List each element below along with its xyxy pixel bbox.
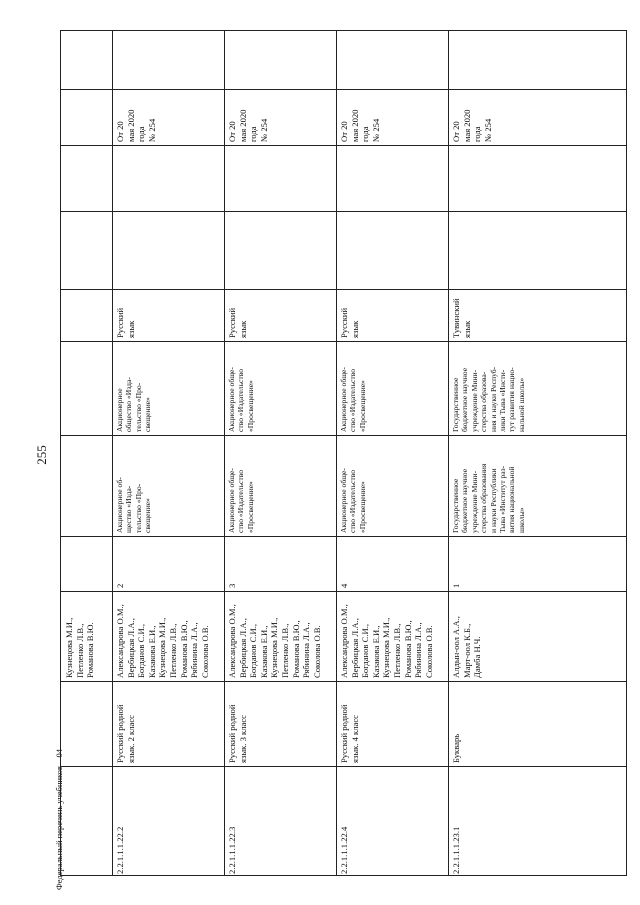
cell-order (62, 90, 111, 144)
cell-order (113, 90, 223, 144)
publisher-line: учреждение Мини- (469, 470, 479, 533)
language-line: Тувинский (451, 298, 461, 338)
publisher-line: Акционерное об- (115, 477, 124, 533)
authors-line: Петленко Л.В., (167, 623, 178, 678)
cell-language (449, 290, 627, 340)
authors-line: Соколова О.В. (423, 625, 434, 678)
authors-line: Соколова О.В. (311, 625, 322, 678)
cell-title (62, 682, 111, 765)
authors-line: Казакова Е.И., (370, 625, 381, 678)
publisher-line: вития национальной (507, 466, 517, 533)
developer-line: «Просвещение» (245, 380, 255, 432)
order-line: года (136, 126, 147, 142)
publisher-line: тельство «Про- (133, 483, 143, 533)
order-line: № 254 (258, 118, 269, 142)
cell-publisher (337, 436, 447, 535)
order-line: года (360, 126, 371, 142)
class-line: 2 (115, 583, 125, 588)
publisher-line: «Просвещение» (245, 481, 255, 533)
cell-title (225, 682, 335, 765)
page-number-wrap (32, 440, 52, 470)
developer-line: общество «Изда- (124, 377, 134, 432)
authors-line: Петленко Л.В., (391, 623, 402, 678)
authors-line: Кузнецова М.И., (269, 617, 280, 678)
cell-id (113, 767, 223, 876)
authors-line: Романова В.Ю., (290, 620, 301, 678)
cell-developer (113, 342, 223, 434)
cell-class (449, 537, 627, 590)
cell-authors (62, 592, 111, 680)
authors-line: Кузнецова М.И., (64, 617, 74, 678)
authors-line: Романова В.Ю., (402, 620, 413, 678)
page-number: 255 (34, 445, 49, 465)
title-line: Букварь (451, 733, 461, 763)
cell-class (62, 537, 111, 590)
publisher-line: «Просвещение» (357, 481, 367, 533)
id-line: 2.2.1.1.1.22.4 (339, 826, 349, 874)
authors-line: Александрова О.М., (227, 604, 237, 678)
class-line: 1 (451, 583, 461, 588)
title-line: язык. 2 класс (125, 715, 136, 763)
order-line: От 20 (227, 121, 237, 142)
cell-developer (449, 342, 627, 434)
cell-id (337, 767, 447, 876)
language-line: язык (349, 320, 360, 338)
cell-authors (449, 592, 627, 680)
publisher-line: школы» (516, 507, 526, 533)
language-line: Русский (115, 307, 125, 338)
order-line: года (472, 126, 483, 142)
authors-line: Кузнецова М.И., (157, 617, 168, 678)
authors-line: Богданов С.И., (360, 623, 371, 678)
cell-title (113, 682, 223, 765)
developer-line: учреждение Мини- (469, 369, 479, 432)
cell-authors (113, 592, 223, 680)
id-line: 2.2.1.1.1.22.2 (115, 826, 125, 874)
publisher-line: Государственное (451, 478, 460, 533)
developer-line: тут развития нацио- (507, 367, 517, 432)
order-line: мая 2020 (461, 109, 472, 142)
authors-line: Александрова О.М., (115, 604, 125, 678)
order-line: мая 2020 (237, 109, 248, 142)
field-divider (61, 145, 626, 146)
title-line: язык. 3 класс (237, 715, 248, 763)
id-line: 2.2.1.1.1.22.3 (227, 826, 237, 874)
publisher-line: ство «Издательство (348, 469, 358, 533)
authors-line: Богданов С.И., (248, 623, 259, 678)
authors-line: Казакова Е.И., (146, 625, 157, 678)
cell-developer (337, 342, 447, 434)
order-line: мая 2020 (349, 109, 360, 142)
publisher-line: Акционерное обще- (227, 468, 236, 533)
authors-line: Алдын-оол А.А., (451, 616, 461, 678)
cell-class (113, 537, 223, 590)
cell-authors (337, 592, 447, 680)
order-line: От 20 (339, 121, 349, 142)
authors-line: Рябинина Л.А., (189, 622, 200, 678)
authors-line: Казакова Е.И., (258, 625, 269, 678)
order-line: № 254 (482, 118, 493, 142)
cell-title (337, 682, 447, 765)
authors-line: Кузнецова М.И., (381, 617, 392, 678)
cell-publisher (449, 436, 627, 535)
authors-line: Рябинина Л.А., (413, 622, 424, 678)
cell-publisher (62, 436, 111, 535)
order-line: мая 2020 (125, 109, 136, 142)
order-line: От 20 (451, 121, 461, 142)
developer-line: нальной школы» (516, 377, 526, 432)
footer-text: Федеральный перечень учебников – 04 (54, 748, 64, 890)
authors-line: Вербицкая Л.А., (125, 618, 136, 678)
cell-class (337, 537, 447, 590)
cell-id (225, 767, 335, 876)
class-line: 3 (227, 583, 237, 588)
publisher-line: свещение» (143, 498, 153, 533)
cell-language (62, 290, 111, 340)
authors-line: Дамба Н.Ч. (472, 636, 483, 678)
publisher-line: бюджетное научное (460, 468, 470, 533)
title-line: Русский родной (115, 704, 125, 763)
cell-class (225, 537, 335, 590)
authors-line: Рябинина Л.А., (301, 622, 312, 678)
cell-developer (225, 342, 335, 434)
authors-line: Март-оол К.Б., (461, 623, 472, 678)
developer-line: Акционерное (115, 388, 124, 432)
authors-line: Романова В.Ю., (178, 620, 189, 678)
cell-order (225, 90, 335, 144)
authors-line: Вербицкая Л.А., (349, 618, 360, 678)
order-line: года (248, 126, 259, 142)
cell-language (225, 290, 335, 340)
cell-publisher (225, 436, 335, 535)
language-line: язык (461, 320, 472, 338)
language-line: Русский (339, 307, 349, 338)
language-line: Русский (227, 307, 237, 338)
publisher-line: щество «Изда- (124, 485, 134, 533)
authors-line: Петленко Л.В., (279, 623, 290, 678)
developer-line: свещение» (143, 397, 153, 432)
developer-line: тельство «Про- (133, 382, 143, 432)
cell-publisher (113, 436, 223, 535)
cell-id (449, 767, 627, 876)
publisher-line: Тыва «Институт раз- (498, 465, 508, 533)
cell-language (337, 290, 447, 340)
authors-line: Богданов С.И., (136, 623, 147, 678)
developer-line: лики Тыва «Инсти- (498, 369, 508, 432)
developer-line: Государственное (451, 377, 460, 432)
cell-language (113, 290, 223, 340)
order-line: От 20 (115, 121, 125, 142)
cell-id (62, 767, 111, 876)
cell-order (337, 90, 447, 144)
publisher-line: ство «Издательство (236, 469, 246, 533)
cell-title (449, 682, 627, 765)
textbook-table (60, 30, 627, 876)
publisher-line: стерства образования (479, 463, 489, 533)
language-line: язык (125, 320, 136, 338)
developer-line: Акционерное обще- (227, 367, 236, 432)
developer-line: Акционерное обще- (339, 367, 348, 432)
title-line: язык. 4 класс (349, 715, 360, 763)
order-line: № 254 (370, 118, 381, 142)
title-line: Русский родной (339, 704, 349, 763)
title-line: Русский родной (227, 704, 237, 763)
class-line: 4 (339, 583, 349, 588)
language-line: язык (237, 320, 248, 338)
cell-developer (62, 342, 111, 434)
authors-line: Вербицкая Л.А., (237, 618, 248, 678)
developer-line: ство «Издательство (348, 368, 358, 432)
authors-line: Соколова О.В. (199, 625, 210, 678)
cell-order (449, 90, 627, 144)
developer-line: «Просвещение» (357, 380, 367, 432)
authors-line: Петленко Л.В., (74, 623, 85, 678)
id-line: 2.2.1.1.1.23.1 (451, 826, 461, 874)
order-line: № 254 (146, 118, 157, 142)
authors-line: Романова В.Ю. (85, 622, 96, 678)
publisher-line: и науки Республики (488, 468, 498, 533)
developer-line: бюджетное научное (460, 367, 470, 432)
developer-line: ство «Издательство (236, 368, 246, 432)
developer-line: стерства образова- (479, 371, 489, 432)
developer-line: ния и науки Респуб- (488, 366, 498, 432)
authors-line: Александрова О.М., (339, 604, 349, 678)
cell-authors (225, 592, 335, 680)
publisher-line: Акционерное обще- (339, 468, 348, 533)
field-divider (61, 211, 626, 212)
